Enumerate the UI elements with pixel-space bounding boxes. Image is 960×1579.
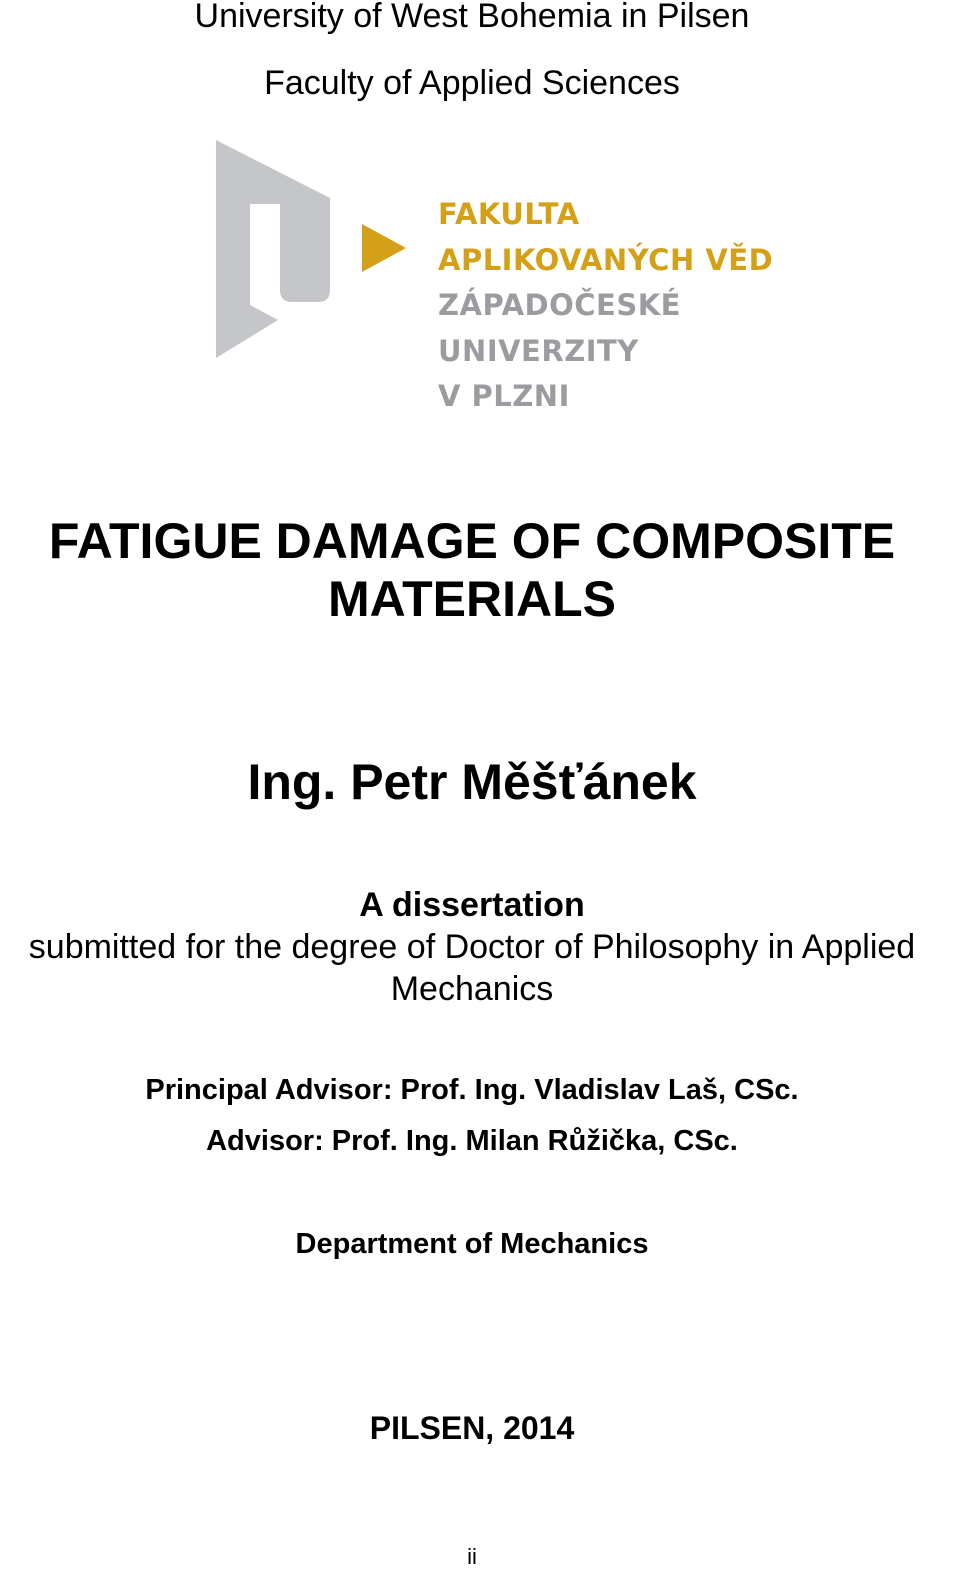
dissertation-degree-line-2: Mechanics	[390, 970, 554, 1008]
logo-text-line: FAKULTA	[438, 197, 580, 231]
logo-text-line: V PLZNI	[438, 379, 570, 413]
principal-advisor: Principal Advisor: Prof. Ing. Vladislav Laš, CSc.	[145, 1074, 799, 1106]
university-name: University of West Bohemia in Pilsen	[194, 0, 750, 35]
dissertation-heading: A dissertation	[359, 886, 585, 924]
logo-text-line: UNIVERZITY	[438, 334, 639, 368]
page-number: ii	[467, 1544, 477, 1569]
author-name: Ing. Petr Měšťánek	[247, 754, 697, 810]
thesis-title-line-2: MATERIALS	[328, 571, 616, 627]
thesis-title-line-1: FATIGUE DAMAGE OF COMPOSITE	[48, 513, 896, 569]
logo-gold-triangle	[362, 224, 406, 272]
faculty-logo	[200, 130, 774, 430]
faculty-name: Faculty of Applied Sciences	[264, 64, 680, 102]
place-and-year: PILSEN, 2014	[369, 1410, 575, 1446]
dissertation-degree-line-1: submitted for the degree of Doctor of Philosophy in Applied	[28, 928, 916, 966]
logo-text-line: APLIKOVANÝCH VĚD	[438, 243, 774, 277]
advisor: Advisor: Prof. Ing. Milan Růžička, CSc.	[206, 1125, 738, 1157]
logo-text-line: ZÁPADOČESKÉ	[438, 288, 681, 322]
department-name: Department of Mechanics	[295, 1228, 649, 1260]
logo-gray-shape	[216, 140, 330, 358]
